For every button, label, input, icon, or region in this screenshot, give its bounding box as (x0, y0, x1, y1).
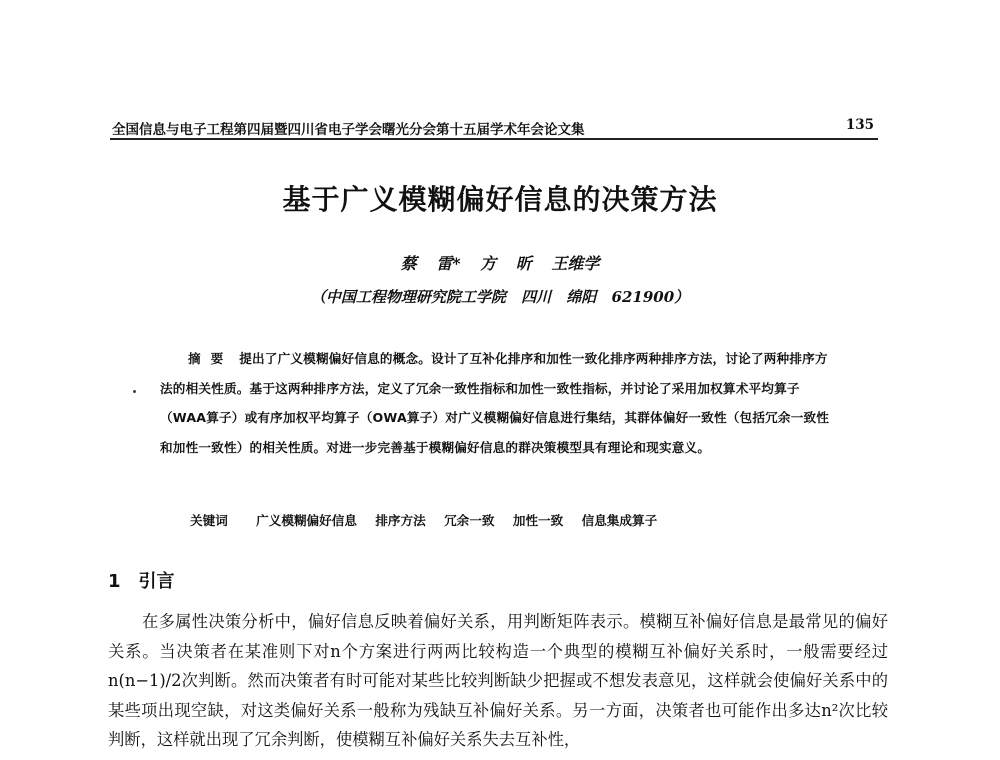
conference-title: 全国信息与电子工程第四届暨四川省电子学会曙光分会第十五届学术年会论文集 (112, 122, 585, 138)
section-heading (108, 567, 175, 593)
author-list: 蔡 雷* 方 昕 王维学 (400, 254, 600, 273)
keyword: 冗余一致 (444, 513, 495, 528)
keyword: 信息集成算子 (581, 513, 658, 528)
paper-title: 基于广义模糊偏好信息的决策方法 (282, 183, 718, 216)
section-title: 引言 (138, 571, 175, 592)
abstract (160, 344, 840, 462)
section-number: 1 (108, 571, 121, 592)
keyword: 加性一致 (512, 513, 564, 528)
keyword: 排序方法 (375, 513, 426, 528)
abstract-text: 提出了广义模糊偏好信息的概念。设计了互补化排序和加性一致化排序两种排序方法，讨论了两种排序方法的相关性质。基于这两种排序方法，定义了冗余一致性指标和加性一致性指标，并讨论了采用加权算术平均算子（WAA算子）或有序加权平均算子（OWA算子）对广义模糊偏好信息进行集结，其群体偏好一致性（包括冗余一致性和加性一致性）的相关性质。对进一步完善基于模糊偏好信息的群决策模型具有理论和现实意义。 (160, 351, 830, 455)
body-paragraph: 在多属性决策分析中，偏好信息反映着偏好关系，用判断矩阵表示。模糊互补偏好信息是最常见的偏好关系。当决策者在某准则下对n个方案进行两两比较构造一个典型的模糊互补偏好关系时，一般需要经过n(n−1)/2次判断。然而决策者有时可能对某些比较判断缺少把握或不想发表意见，这样就会使偏好关系中的某些项出现空缺，对这类偏好关系一般称为残缺互补偏好关系。另一方面，决策者也可能作出多达n²次比较判断，这样就出现了冗余判断，使模糊互补偏好关系失去互补性， (108, 612, 888, 749)
keywords (190, 510, 830, 529)
page-number: 135 (845, 117, 874, 133)
affiliation: （中国工程物理研究院工学院 四川 绵阳 621900） (310, 288, 690, 306)
scan-speck (133, 390, 136, 393)
abstract-label: 摘要 (188, 351, 234, 366)
keyword: 广义模糊偏好信息 (256, 513, 357, 528)
keywords-label: 关键词 (190, 513, 228, 528)
running-header (110, 116, 878, 140)
